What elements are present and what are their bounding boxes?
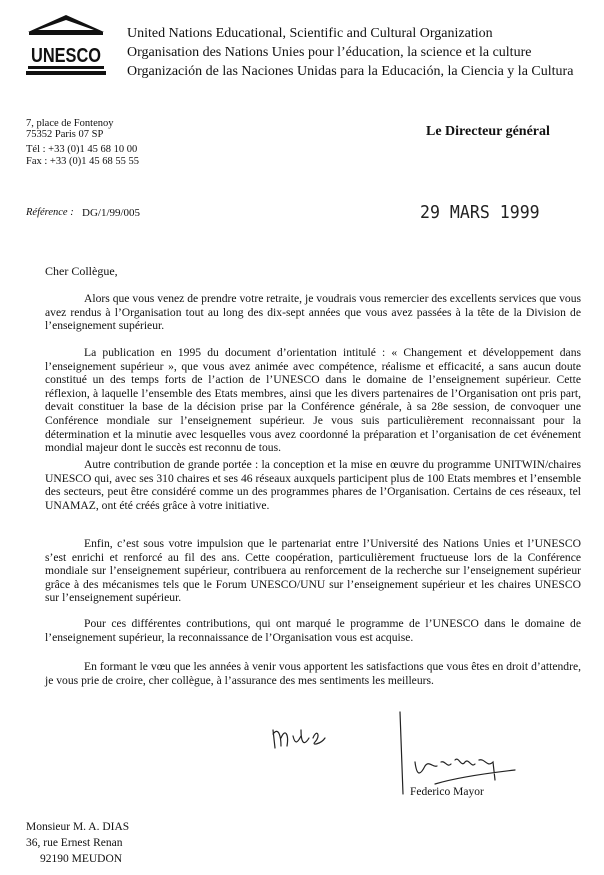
recipient-street: 36, rue Ernest Renan bbox=[26, 837, 123, 849]
address-fax: Fax : +33 (0)1 45 68 55 55 bbox=[26, 156, 139, 167]
handwritten-signature bbox=[265, 708, 545, 798]
greeting: Cher Collègue, bbox=[45, 264, 118, 278]
reference-value: DG/1/99/005 bbox=[82, 207, 141, 219]
paragraph-1: Alors que vous venez de prendre votre retraite, je voudrais vous remercier des excellents services que vous avez rendus à l’Organisation tout au long des dix-sept années que vous avez passées à la tête de la Division de l’enseignement supérieur. bbox=[45, 292, 581, 333]
org-name-spanish: Organización de las Naciones Unidas para la Educación, la Ciencia y la Cultura bbox=[127, 64, 574, 79]
logo-text: UNESCO bbox=[31, 45, 101, 67]
paragraph-3: Autre contribution de grande portée : la conception et la mise en œuvre du programme UNITWIN/chaires UNESCO qui, avec ses 310 chaires et ses 46 réseaux auxquels participent plus de 100 Etats membres et l’ensemble des secteurs, peut être considéré comme un des programmes phares de l’Organisation. Certains de ces réseaux, tel UNAMAZ, ont été créés grâce à votre initiative. bbox=[45, 458, 581, 512]
sender-title: Le Directeur général bbox=[426, 124, 550, 139]
address-tel: Tél : +33 (0)1 45 68 10 00 bbox=[26, 144, 138, 155]
address-street: 7, place de Fontenoy bbox=[26, 118, 114, 129]
reference-label: Référence : bbox=[26, 207, 74, 218]
paragraph-4: Enfin, c’est sous votre impulsion que le partenariat entre l’Université des Nations Unies et l’UNESCO s’est enrichi et renforcé au fil des ans. Cette coopération, particulièrement fructueuse lors de la Conférence mondiale sur l’enseignement supérieur, contribuera au renforcement de la recherche sur l’enseignement supérieur grâce à des mécanismes tels que le Forum UNESCO/UNU sur l’enseignement supérieur et les chaires UNESCO sur l’enseignement supérieur. bbox=[45, 537, 581, 605]
recipient-city: 92190 MEUDON bbox=[40, 853, 123, 865]
address-city: 75352 Paris 07 SP bbox=[26, 129, 104, 140]
paragraph-5: Pour ces différentes contributions, qui ont marqué le programme de l’UNESCO dans le domaine de l’enseignement supérieur, la reconnaissance de l’Organisation vous est acquise. bbox=[45, 617, 581, 644]
org-name-french: Organisation des Nations Unies pour l’éducation, la science et la culture bbox=[127, 45, 532, 60]
recipient-name: Monsieur M. A. DIAS bbox=[26, 821, 130, 833]
date-stamp: 29 MARS 1999 bbox=[420, 202, 540, 223]
unesco-logo bbox=[26, 14, 106, 76]
signer-name: Federico Mayor bbox=[410, 786, 484, 798]
paragraph-6: En formant le vœu que les années à venir vous apportent les satisfactions que vous êtes en droit d’attendre, je vous prie de croire, cher collègue, à l’assurance des mes sentiments les meilleurs. bbox=[45, 660, 581, 687]
paragraph-2: La publication en 1995 du document d’orientation intitulé : « Changement et développement dans l’enseignement supérieur », que vous avez animée avec compétence, réalisme et efficacité, a sans aucun doute constitué un des temps forts de l’action de l’UNESCO dans le domaine de l’enseignement supérieur. Cette réflexion, à laquelle l’ensemble des Etats membres, ainsi que les divers partenaires de l’Organisation ont pris part, devait constituer la base de la décision prise par la Conférence générale, à sa 28e session, de convoquer une Conférence mondiale sur l’enseignement supérieur. Je vous suis particulièrement reconnaissant pour la détermination et la minutie avec lesquelles vous avez coordonné la préparation et l’organisation de cet événement mondial majeur dont le succès est reconnu de tous. bbox=[45, 346, 581, 455]
org-name-english: United Nations Educational, Scientific and Cultural Organization bbox=[127, 26, 493, 41]
